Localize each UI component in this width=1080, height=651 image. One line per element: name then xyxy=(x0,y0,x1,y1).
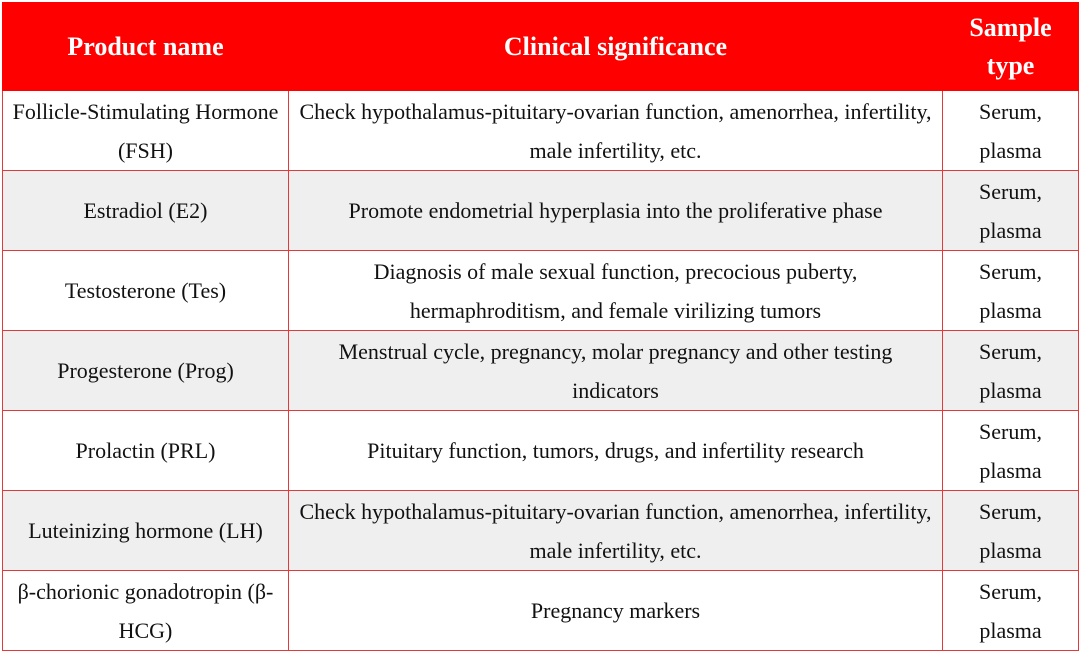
table-row xyxy=(3,251,1079,331)
cell-product: Testosterone (Tes) xyxy=(3,251,289,331)
cell-significance: Promote endometrial hyperplasia into the proliferative phase xyxy=(289,171,943,251)
cell-sample-type: Serum, plasma xyxy=(943,171,1079,251)
cell-significance: Pregnancy markers xyxy=(289,571,943,651)
cell-significance: Diagnosis of male sexual function, precocious puberty, hermaphroditism, and female virilizing tumors xyxy=(289,251,943,331)
table-body xyxy=(3,91,1079,651)
product-table-container xyxy=(2,2,1078,651)
table-row xyxy=(3,171,1079,251)
cell-sample-type: Serum, plasma xyxy=(943,251,1079,331)
table-row xyxy=(3,571,1079,651)
cell-product: Follicle-Stimulating Hormone (FSH) xyxy=(3,91,289,171)
cell-product: Estradiol (E2) xyxy=(3,171,289,251)
cell-product: β-chorionic gonadotropin (β-HCG) xyxy=(3,571,289,651)
header-clinical-significance: Clinical significance xyxy=(289,3,943,91)
cell-sample-type: Serum, plasma xyxy=(943,91,1079,171)
cell-sample-type: Serum, plasma xyxy=(943,411,1079,491)
cell-significance: Check hypothalamus-pituitary-ovarian function, amenorrhea, infertility, male infertility, etc. xyxy=(289,491,943,571)
header-product-name: Product name xyxy=(3,3,289,91)
header-row xyxy=(3,3,1079,91)
table-header xyxy=(3,3,1079,91)
cell-product: Progesterone (Prog) xyxy=(3,331,289,411)
cell-product: Luteinizing hormone (LH) xyxy=(3,491,289,571)
cell-sample-type: Serum, plasma xyxy=(943,331,1079,411)
cell-significance: Check hypothalamus-pituitary-ovarian function, amenorrhea, infertility, male infertility, etc. xyxy=(289,91,943,171)
table-row xyxy=(3,331,1079,411)
cell-product: Prolactin (PRL) xyxy=(3,411,289,491)
cell-sample-type: Serum, plasma xyxy=(943,571,1079,651)
header-sample-type: Sample type xyxy=(943,3,1079,91)
table-row xyxy=(3,411,1079,491)
table-row xyxy=(3,91,1079,171)
table-row xyxy=(3,491,1079,571)
cell-significance: Menstrual cycle, pregnancy, molar pregnancy and other testing indicators xyxy=(289,331,943,411)
cell-sample-type: Serum, plasma xyxy=(943,491,1079,571)
cell-significance: Pituitary function, tumors, drugs, and infertility research xyxy=(289,411,943,491)
product-table xyxy=(2,2,1079,651)
